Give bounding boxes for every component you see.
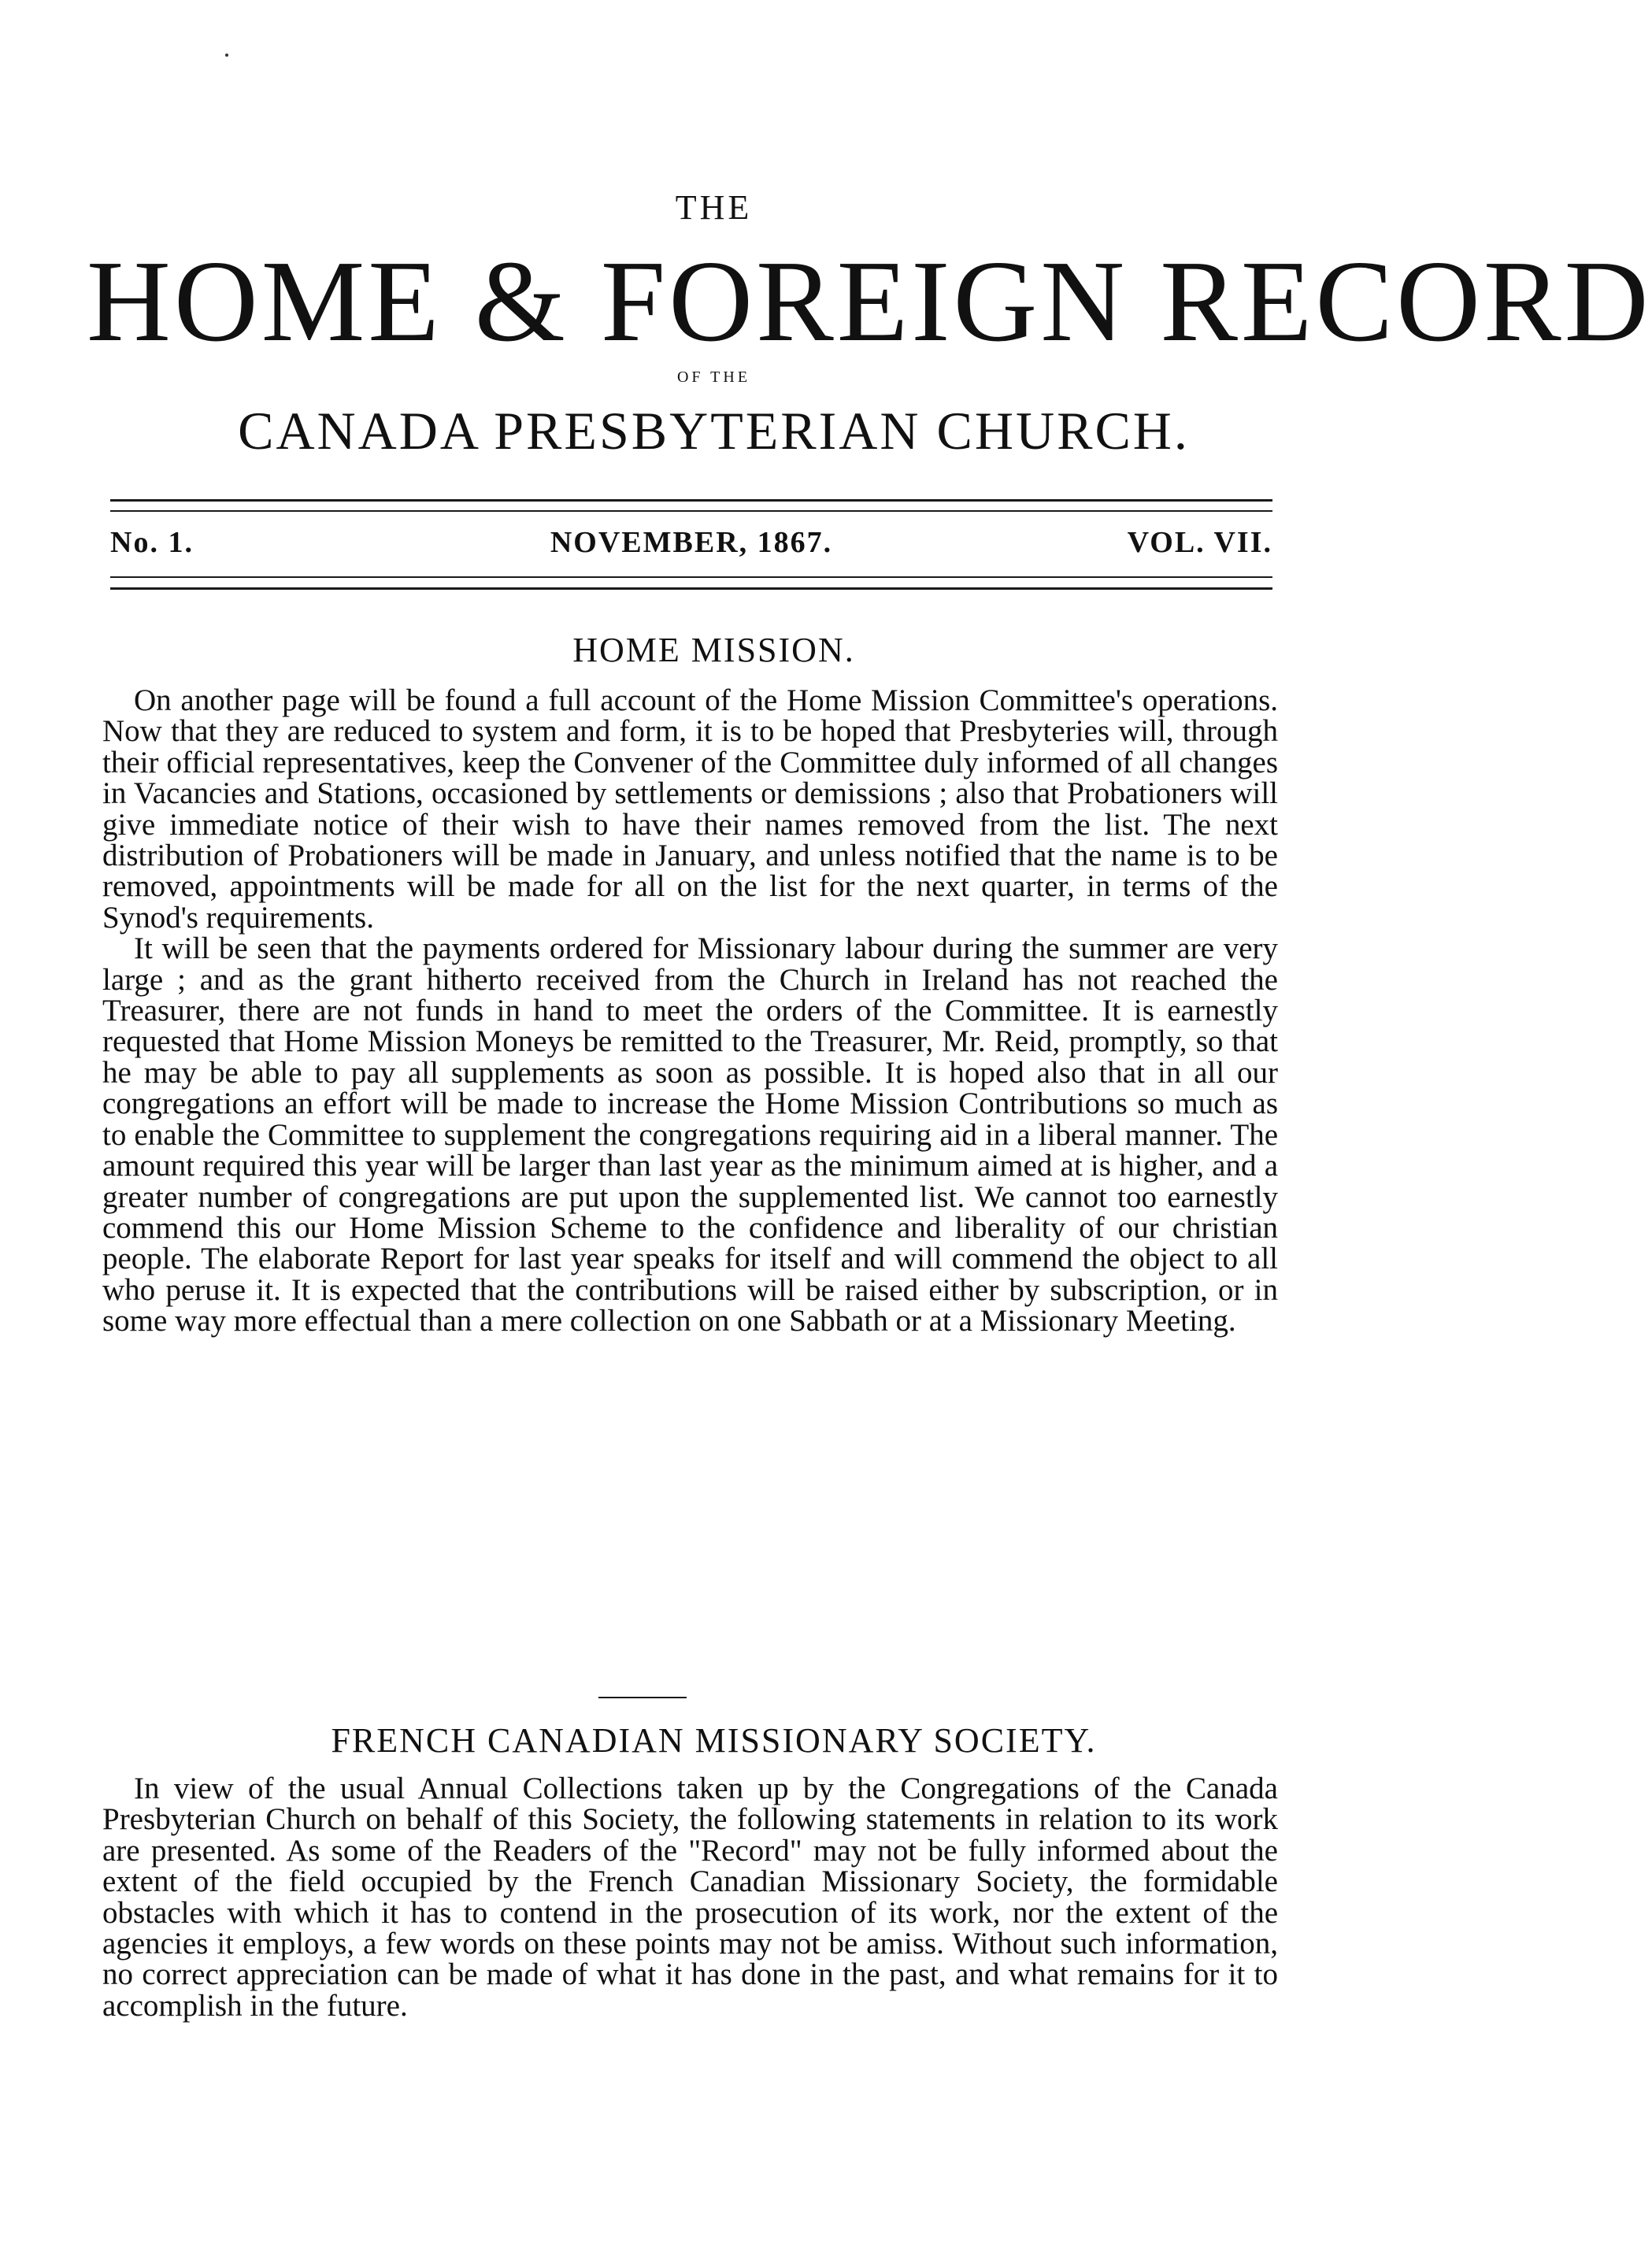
article-paragraph: It will be seen that the payments ordered for Missionary labour during the summer are very large ; and as the grant hitherto received from the Church in Ireland has not reached the Treasurer, there are not funds in hand to meet the orders of the Committee. It is earnestly requested that Home Mission Moneys be remitted to the Treasurer, Mr. Reid, promptly, so that he may be able to pay all supplements as soon as possible. It is hoped also that in all our congregations an effort will be made to increase the Home Mission Contributions so much as to enable the Committee to supplement the congregations requiring aid in a liberal manner. The amount required this year will be larger than last year as the minimum aimed at is higher, and a greater number of congregations are put upon the supplemented list. We cannot too earnestly commend this our Home Mission Scheme to the confidence and liberality of our christian people. The elaborate Report for last year speaks for itself and will commend the object to all who peruse it. It is expected that the contributions will be raised either by subscription, or in some way more effectual than a mere collection on one Sabbath or at a Missionary Meeting. <box>102 931 1278 1338</box>
rule-bottom-2 <box>110 587 1272 590</box>
article-body <box>102 685 1278 1337</box>
section-divider <box>598 1697 687 1698</box>
rule-top-1 <box>110 499 1272 502</box>
rule-bottom-1 <box>110 576 1272 578</box>
issue-number: No. 1. <box>110 526 194 559</box>
article-heading: HOME MISSION. <box>572 631 855 669</box>
article-heading: FRENCH CANADIAN MISSIONARY SOCIETY. <box>331 1721 1097 1760</box>
masthead-the: THE <box>675 188 753 227</box>
article-paragraph: On another page will be found a full account of the Home Mission Committee's operations. Now that they are reduced to system and form, it is to be hoped that Presbyteries will, through their official representatives, keep the Convener of the Committee duly informed of all changes in Vacancies and Stations, occasioned by settlements or demissions ; also that Probationers will give immediate notice of their wish to have their names removed from the list. The next distribution of Probationers will be made in January, and unless notified that the name is to be removed, appointments will be made for all on the list for the next quarter, in terms of the Synod's requirements. <box>102 683 1278 935</box>
issue-date: NOVEMBER, 1867. <box>550 526 833 559</box>
masthead-church: CANADA PRESBYTERIAN CHURCH. <box>238 401 1190 461</box>
article-body <box>102 1773 1278 2021</box>
masthead-of-the: OF THE <box>676 368 751 386</box>
masthead-title: HOME & FOREIGN RECORD <box>87 237 1652 366</box>
article-paragraph: In view of the usual Annual Collections taken up by the Congregations of the Canada Presbyterian Church on behalf of this Society, the following statements in relation to its work are presented. As some of the Readers of the "Record" may not be fully informed about the extent of the field occupied by the French Canadian Missionary Society, the formidable obstacles with which it has to contend in the prosecution of its work, nor the extent of the agencies it employs, a few words on these points may not be amiss. Without such information, no correct appreciation can be made of what it has done in the past, and what remains for it to accomplish in the future. <box>102 1772 1278 2023</box>
rule-top-2 <box>110 510 1272 512</box>
print-speck <box>225 54 228 57</box>
issue-volume: VOL. VII. <box>1127 526 1272 559</box>
issue-line <box>110 525 1272 572</box>
